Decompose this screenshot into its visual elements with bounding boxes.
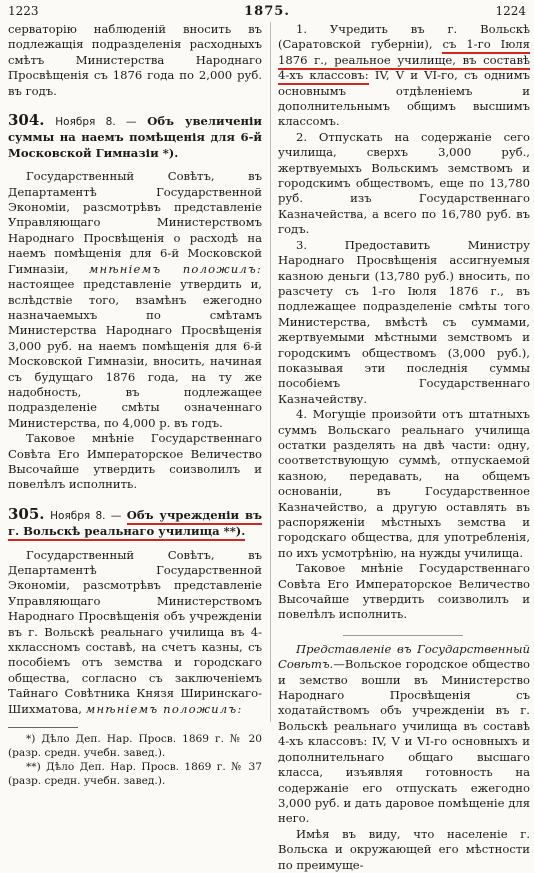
left-column xyxy=(8,22,262,788)
highlighted-text: съ 1-го Іюля 1876 г., реальное училище, въ составѣ 4-хъ классовъ: xyxy=(278,37,530,85)
law-title: Объ учрежденіи въ г. Вольскѣ реальнаго училища **). xyxy=(8,508,262,541)
item-4: 4. Могущіе произойти отъ штатныхъ суммъ Вольскаго реальнаго училища остатки разделять на двѣ части: одну, соответствующую суммѣ, отпускаемой казною, передавать, на общемъ основаніи, въ Государственное Казначейство, а другую оставлять въ распоряженіи мѣстныхъ земства и городскаго общества, для употребленія, по ихъ усмотрѣнію, на нужды училища. xyxy=(278,407,530,560)
law-305-body xyxy=(8,548,262,717)
right-column xyxy=(278,22,530,873)
body-text: IV, V и VI-го, съ однимъ основнымъ отдѣленіемъ и дополнительнымъ общимъ высшимъ классомъ. xyxy=(278,68,531,129)
opinion-phrase: мнѣніемъ положилъ: xyxy=(88,261,263,276)
page-number-left: 1223 xyxy=(8,4,39,18)
law-304-heading xyxy=(8,113,262,161)
section-separator xyxy=(343,635,463,636)
law-305-heading xyxy=(8,504,262,540)
law-date: Ноября 8. — xyxy=(55,116,137,129)
page-number-right: 1224 xyxy=(495,4,526,18)
body-text: —Вольское городское общество и земство вошли въ Министерство Народнаго Просвѣщенія съ ходатайствомъ объ учрежденіи въ г. Вольскѣ реальнаго училища въ составѣ 4-хъ классовъ: IV, V и VI-го основныхъ и дополнительнаго общаго высшаго класса, изъявляя готовность на содержаніе его отпускать ежегодно 3,000 руб. и дать даровое помѣщеніе для него. xyxy=(278,657,531,826)
year-heading: 1875. xyxy=(244,4,290,19)
page-header xyxy=(8,4,526,20)
item-1 xyxy=(278,22,530,130)
last-paragraph: Имѣя въ виду, что населеніе г. Вольска и окружающей его мѣстности по преимуще- xyxy=(278,826,530,872)
law-304-body xyxy=(8,169,262,431)
footnote: **) Дѣло Деп. Нар. Просв. 1869 г. № 37 (разр. средн. учебн. завед.). xyxy=(8,761,262,788)
note-paragraph xyxy=(278,642,530,827)
footnote: *) Дѣло Деп. Нар. Просв. 1869 г. № 20 (разр. средн. учебн. завед.). xyxy=(8,733,262,760)
item-2: 2. Отпускать на содержаніе сего училища, сверхъ 3,000 руб., жертвуемыхъ Вольскимъ земствомъ и городскимъ обществомъ, еще по 13,780 руб. изъ Государственнаго Казначейства, а всего по 16,780 руб. въ годъ. xyxy=(278,129,530,237)
body-text: Государственный Совѣтъ, въ Департаментѣ Государственной Экономіи, разсмотрѣвъ представленіе Управляющаго Министерствомъ Народнаго Просвѣщенія объ учрежденіи въ г. Вольскѣ реальнаго училища въ 4-хклассномъ составѣ, на счетъ казны, съ пособіемъ отъ земства и городскаго общества, согласно съ заключеніемъ Тайнаго Совѣтника Князя Ширинскаго-Шихматова, xyxy=(8,547,262,716)
opinion-phrase: мнѣніемъ положилъ: xyxy=(85,701,243,716)
column-divider xyxy=(270,22,271,722)
law-304-approval: Таковое мнѣніе Государственнаго Совѣта Его Императорское Величество Высочайше утвердить соизволилъ и повелѣлъ исполнить. xyxy=(8,431,262,492)
item-3: 3. Предоставить Министру Народнаго Просвѣщенія ассигнуемыя казною деньги (13,780 руб.) вносить, по разсчету съ 1-го Іюля 1876 г., въ подлежащее подразделеніе смѣты того Министерства, вмѣстѣ съ суммами, жертвуемыми мѣстными земствомъ и городскимъ обществомъ (3,000 руб.), показывая эти последнія суммы пособіемъ Государственнаго Казначейству. xyxy=(278,237,530,406)
law-date: Ноября 8. — xyxy=(50,509,122,522)
law-title: Объ увеличеніи суммы на наемъ помѣщенія для 6-й Московской Гимназіи *). xyxy=(8,114,263,160)
law-number: 304. xyxy=(8,111,45,130)
body-text: настоящее представленіе утвердить и, вслѣдствіе того, взамѣнъ ежегодно назначаемыхъ по смѣтамъ Министерства Народнаго Просвѣщенія 3,000 руб. на наемъ помѣщенія для 6-й Московской Гимназіи, вносить, начиная съ будущаго 1876 года, на ту же надобность, въ подлежащее подразделеніе смѣты означеннаго Министерства, по 4,000 р. въ годъ. xyxy=(8,277,262,430)
intro-paragraph: серваторію наблюденій вносить въ подлежащія подразделенія расходныхъ смѣтъ Министерства Народнаго Просвѣщенія съ 1876 года по 2,000 руб. въ годъ. xyxy=(8,22,262,98)
law-number: 305. xyxy=(8,504,45,523)
approval-paragraph: Таковое мнѣніе Государственнаго Совѣта Его Императорское Величество Высочайше утвердить соизволилъ и повелѣлъ исполнить. xyxy=(278,561,530,622)
note-heading: Представленіе въ Государственный Совѣтъ. xyxy=(278,641,530,672)
body-text: Государственный Совѣтъ, въ Департаментѣ Государственной Экономіи, разсмотрѣвъ представленіе Управляющаго Министерствомъ Народнаго Просвѣщенія о расходѣ на наемъ помѣщенія для 6-й Московской Гимназіи, xyxy=(8,169,262,276)
body-text: 1. Учредить въ г. Вольскѣ (Саратовской губерніи), xyxy=(278,22,530,52)
